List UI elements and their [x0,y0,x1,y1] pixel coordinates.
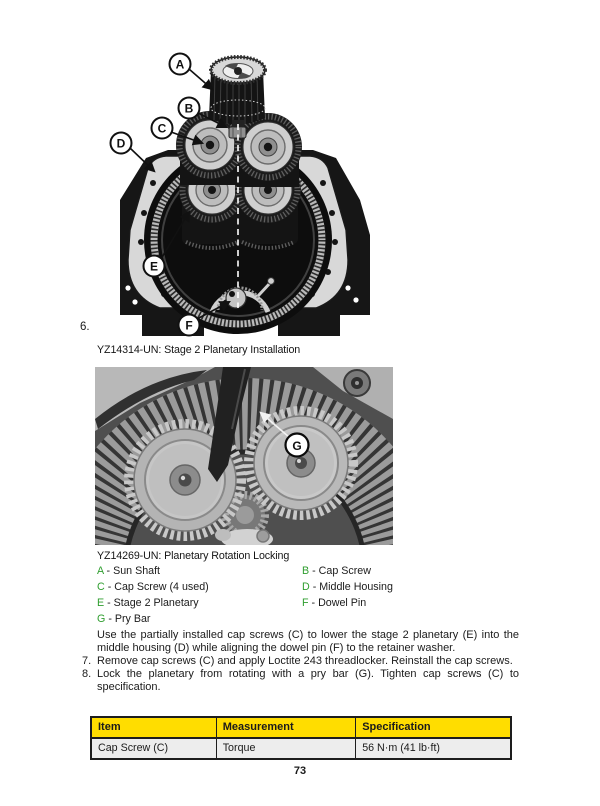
svg-text:G: G [292,439,302,453]
spec-cell-measurement: Torque [216,738,355,759]
spec-cell-specification: 56 N·m (41 lb·ft) [356,738,511,759]
legend-item-c: C - Cap Screw (4 used) [97,581,209,593]
legend-item-g: G - Pry Bar [97,613,151,625]
spec-table-header-row [91,717,511,738]
svg-text:B: B [184,101,194,116]
svg-text:E: E [149,259,159,274]
svg-text:D: D [116,136,126,151]
svg-text:C: C [157,121,167,136]
figure1-caption: YZ14314-UN: Stage 2 Planetary Installation [97,344,301,356]
spec-header-item: Item [91,717,216,738]
spec-cell-item: Cap Screw (C) [91,738,216,759]
callout-f [179,315,200,336]
spec-table-data-row [91,738,511,759]
legend-item-d: D - Middle Housing [302,581,393,593]
spec-header-specification: Specification [356,717,511,738]
step-7: 7. Remove cap screws (C) and apply Loctite 243 threadlocker. Reinstall the cap screws. [82,655,513,667]
callout-c [152,118,173,139]
rotation-locking-photo [95,367,393,545]
spec-header-measurement: Measurement [216,717,355,738]
svg-text:F: F [185,318,193,333]
stage2-planetary-figure [108,50,373,342]
legend-item-a: A - Sun Shaft [97,565,161,577]
sun-shaft [209,57,265,127]
legend-item-e: E - Stage 2 Planetary [97,597,199,609]
callout-legend [97,565,517,625]
torque-spec-table [90,716,512,760]
figure2-caption: YZ14269-UN: Planetary Rotation Locking [97,550,290,562]
step-6-continuation: Use the partially installed cap screws (C) to lower the stage 2 planetary (E) into the middle housing (D) while aligning the dowel pin (F) to the retainer washer. [97,629,519,654]
legend-item-b: B - Cap Screw [302,565,371,577]
callout-e [144,256,165,277]
page-number: 73 [293,765,307,777]
callout-a [170,54,191,75]
bottom-reflections [215,529,273,545]
callout-b [179,98,200,119]
step-8: 8. Lock the planetary from rotating with a pry bar (G). Tighten cap screws (C) to specification. [82,668,519,693]
callout-d [111,133,132,154]
instruction-steps [82,629,519,694]
step6-number: 6. [80,321,90,333]
legend-item-f: F - Dowel Pin [302,597,367,609]
bolt-head [344,370,370,396]
svg-text:A: A [175,57,185,72]
